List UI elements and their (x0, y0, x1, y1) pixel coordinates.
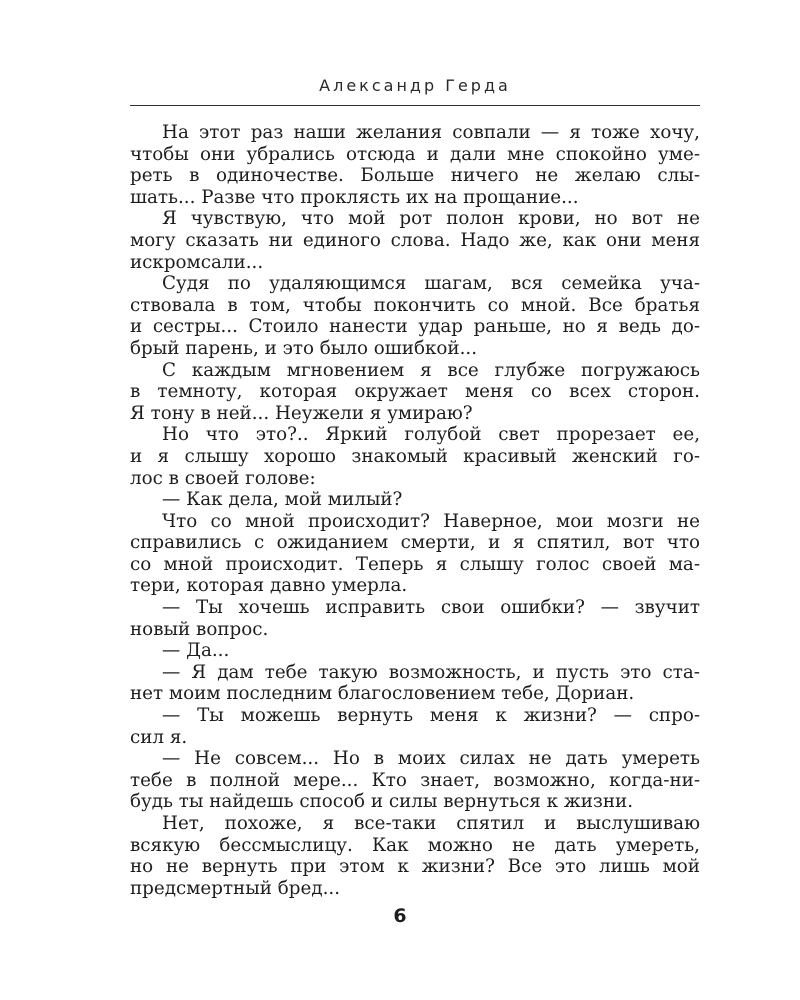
dialogue-line: — Ты можешь вернуть меня к жизни? — спро- (162, 705, 700, 727)
text-line: тери, которая давно умерла. (130, 575, 408, 597)
dialogue-line: — Да... (162, 640, 230, 662)
text-line: Что со мной происходит? Наверное, мои мозги не (162, 510, 700, 532)
text-line: ствовала в том, чтобы покончить со мной. Все братья (130, 294, 700, 316)
text-line: со мной происходит. Теперь я слышу голос своей ма- (130, 553, 700, 575)
text-line: Я чувствую, что мой рот полон крови, но вот не (162, 208, 700, 230)
dialogue-line: тебе в полной мере... Кто знает, возможно, когда-ни- (130, 769, 700, 791)
text-line: могу сказать ни единого слова. Надо же, как они меня (130, 229, 700, 251)
dialogue-line: — Ты хочешь исправить свои ошибки? — звучит (162, 597, 700, 619)
dialogue-line: сил я. (130, 726, 188, 748)
text-line: На этот раз наши желания совпали — я тоже хочу, (162, 122, 700, 143)
text-line: искромсали... (130, 251, 264, 273)
dialogue-line: — Я дам тебе такую возможность, и пусть это ста- (162, 661, 700, 683)
text-line: предсмертный бред... (130, 877, 341, 899)
text-line: и сестры... Стоило нанести удар раньше, но я ведь до- (130, 316, 700, 338)
text-line: Нет, похоже, я все-таки спятил и выслушиваю (162, 813, 700, 834)
text-line: брый парень, и это было ошибкой... (130, 337, 478, 359)
page-number: 6 (393, 905, 407, 927)
text-line: чтобы они убрались отсюда и дали мне спокойно уме- (130, 143, 700, 165)
text-line: и я слышу хорошо знакомый красивый женский го- (130, 445, 700, 467)
text-line: всякую бессмыслицу. Как можно не дать умереть, (130, 834, 700, 856)
text-line: Я тону в ней... Неужели я умираю? (130, 402, 473, 424)
text-line: шать... Разве что проклясть их на прощание... (130, 186, 579, 208)
text-line: но не вернуть при этом к жизни? Все это лишь мой (130, 856, 700, 878)
text-line: лос в своей голове: (130, 467, 316, 489)
text-line: справились с ожиданием смерти, и я спятил, вот что (130, 532, 700, 554)
header-rule (130, 105, 700, 106)
dialogue-line: будь ты найдешь способ и силы вернуться к жизни. (130, 791, 634, 813)
dialogue-line: — Не совсем... Но в моих силах не дать умереть (162, 748, 700, 770)
text-line: Судя по удаляющимся шагам, вся семейка уча- (162, 273, 700, 295)
text-line: Но что это?.. Яркий голубой свет прорезает ее, (162, 424, 700, 446)
dialogue-line: нет моим последним благословением тебе, Дориан. (130, 683, 635, 705)
text-line: С каждым мгновением я все глубже погружаюсь (162, 359, 700, 381)
dialogue-line: — Как дела, мой милый? (162, 489, 403, 511)
body-text (130, 122, 700, 899)
text-line: в темноту, которая окружает меня со всех сторон. (130, 381, 700, 403)
text-line: реть в одиночестве. Больше ничего не желаю слы- (130, 165, 700, 187)
running-head-author: Александр Герда (319, 76, 511, 95)
dialogue-line: новый вопрос. (130, 618, 269, 640)
